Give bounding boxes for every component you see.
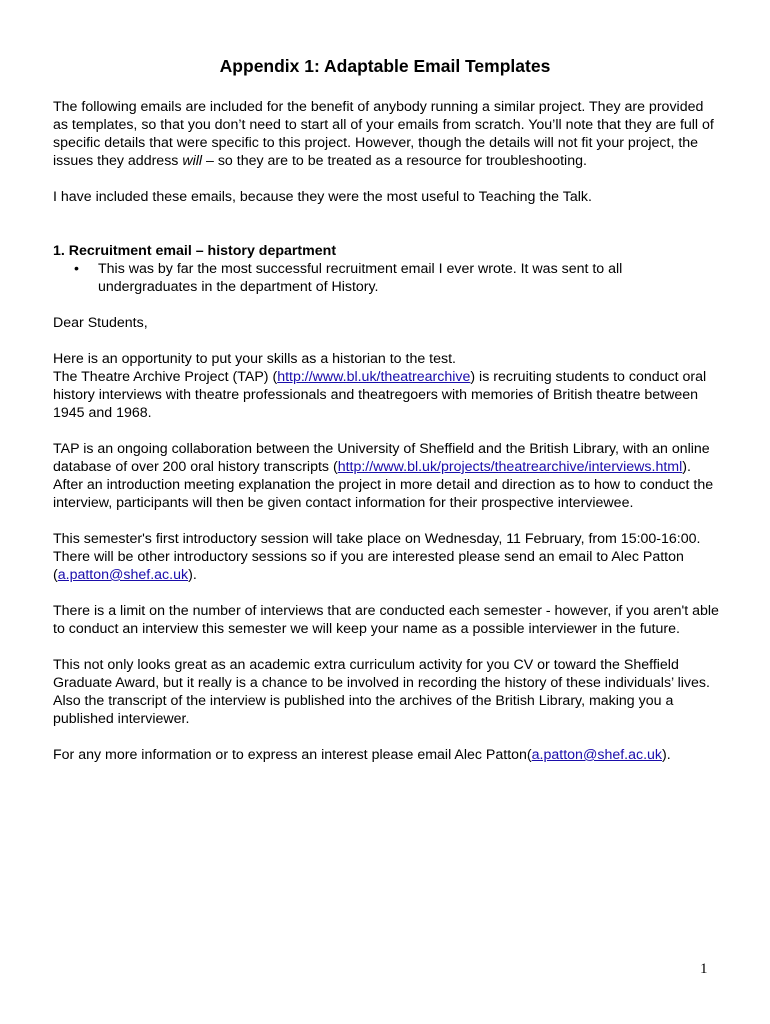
email-link-2[interactable]: a.patton@shef.ac.uk	[531, 747, 663, 763]
email-paragraph-6	[53, 746, 721, 764]
section-heading: 1. Recruitment email – history department	[53, 243, 337, 259]
intro-paragraph	[53, 98, 721, 170]
email-p2-text-a: TAP is an ongoing collaboration between the University of Sheffield and the British Library, with an online database of over 200 oral history transcripts (	[53, 441, 710, 475]
section-bullet-list	[53, 260, 721, 296]
page-number: 1	[700, 961, 708, 977]
email-paragraph-3	[53, 530, 721, 584]
section-bullet: • This was by far the most successful recruitment email I ever wrote. It was sent to all undergraduates in the department of History.	[98, 260, 721, 296]
email-p3-text-b: ).	[188, 567, 197, 583]
email-p1-line1: Here is an opportunity to put your skills as a historian to the test.	[53, 351, 456, 367]
document-body	[53, 98, 721, 764]
page-title: Appendix 1: Adaptable Email Templates	[219, 56, 551, 76]
intro-emphasis: will	[182, 153, 203, 169]
email-p2-text-b: ). After an introduction meeting explanation the project in more detail and direction as to how to conduct the interview, participants will then be given contact information for their prospective interviewee.	[53, 459, 714, 511]
email-salutation: Dear Students,	[53, 315, 148, 331]
email-p1-text-a: The Theatre Archive Project (TAP) (	[53, 369, 278, 385]
email-p3-text-a: This semester's first introductory session will take place on Wednesday, 11 February, from 15:00-16:00. There will be other introductory sessions so if you are interested please send an email to Alec Patton (	[53, 531, 701, 583]
email-paragraph-2	[53, 440, 721, 512]
email-link-1[interactable]: a.patton@shef.ac.uk	[57, 567, 189, 583]
email-p6-text-b: ).	[662, 747, 671, 763]
intro-text-start: The following emails are included for the benefit of anybody running a similar project. They are provided as templates, so that you don’t need to start all of your emails from scratch. You’ll note that they are full of specific details that were specific to this project. However, though the details will not fit your project, the issues they address	[53, 99, 714, 169]
intro-text-end: – so they are to be treated as a resource for troubleshooting.	[202, 153, 587, 169]
email-paragraph-1	[53, 350, 721, 422]
email-paragraph-4: There is a limit on the number of interviews that are conducted each semester - however, if you aren't able to conduct an interview this semester we will keep your name as a possible interviewer in the future.	[53, 603, 719, 637]
email-p6-text-a: For any more information or to express an interest please email Alec Patton(	[53, 747, 532, 763]
intro-note: I have included these emails, because they were the most useful to Teaching the Talk.	[53, 189, 592, 205]
email-paragraph-5: This not only looks great as an academic extra curriculum activity for you CV or toward the Sheffield Graduate Award, but it really is a chance to be involved in recording the history of these individuals’ lives. Also the transcript of the interview is published into the archives of the British Library, making you a published interviewer.	[53, 657, 710, 727]
interviews-link[interactable]: http://www.bl.uk/projects/theatrearchive/interviews.html	[337, 459, 683, 475]
theatre-archive-link[interactable]: http://www.bl.uk/theatrearchive	[277, 369, 471, 385]
email-p1-text-b: ) is recruiting students to conduct oral history interviews with theatre professionals and theatregoers with memories of British theatre between 1945 and 1968.	[53, 369, 707, 421]
